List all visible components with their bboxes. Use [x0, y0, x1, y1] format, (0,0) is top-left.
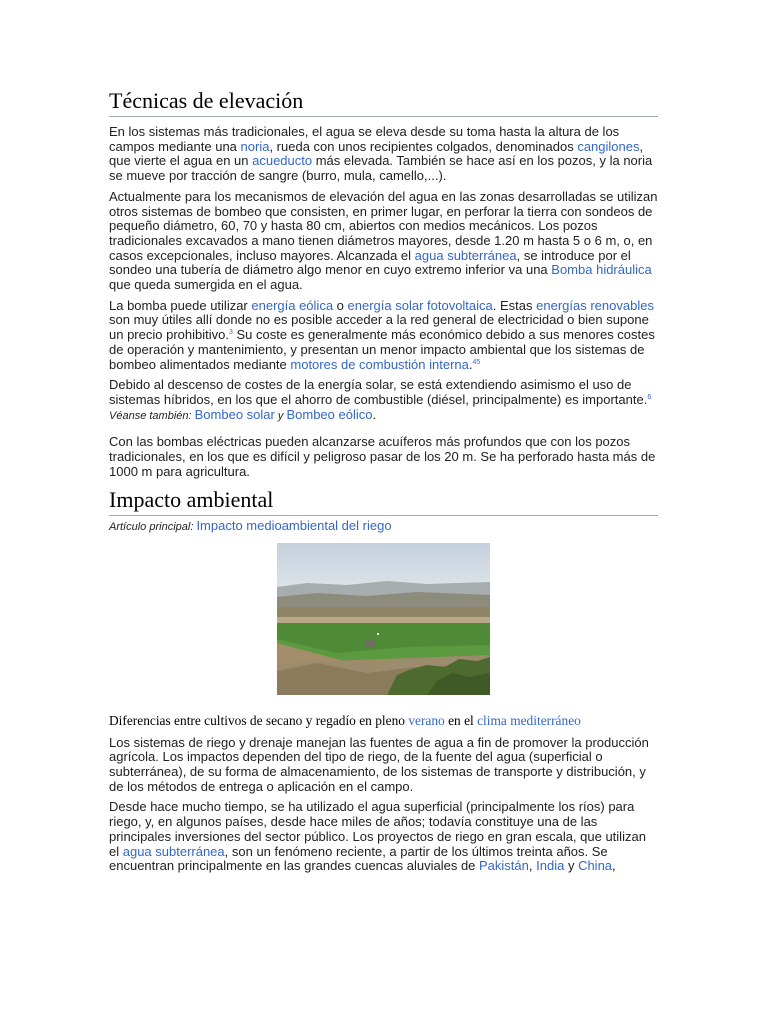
paragraph-text: o	[333, 297, 348, 313]
paragraph-text: Desde hace mucho tiempo, se ha utilizado el agua superficial (principalmente los ríos) para riego, y, en algunos países, desde hace miles de años; todavía constituye una de las principales inversiones del sector público. Los proyectos de riego en gran escala, que utilizan el	[109, 799, 646, 859]
paragraph-text: , se introduce por el sondeo una tubería de diámetro algo menor en cuyo extremo inferior va una	[109, 247, 631, 278]
link-pakistan[interactable]: Pakistán	[479, 858, 529, 874]
link-bomba-hidraulica[interactable]: Bomba hidráulica	[551, 262, 652, 278]
paragraph-text: En los sistemas más tradicionales, el agua se eleva desde su toma hasta la altura de los campos mediante una	[109, 124, 620, 154]
paragraph-text: que queda sumergida en el agua.	[109, 277, 303, 293]
paragraph	[109, 378, 658, 407]
paragraph-text: y	[564, 858, 579, 874]
paragraph-text: son muy útiles allí donde no es posible acceder a la red general de electricidad o bien supone un precio prohibitivo.	[109, 312, 649, 343]
landscape-photo-image	[277, 543, 490, 695]
link-agua-subterranea[interactable]: agua subterránea	[414, 247, 517, 263]
link-motores-combustion-interna[interactable]: motores de combustión interna	[290, 356, 469, 372]
paragraph	[109, 190, 658, 293]
link-noria[interactable]: noria	[240, 138, 270, 154]
paragraph: Con las bombas eléctricas pueden alcanzarse acuíferos más profundos que con los pozos tradicionales, en los que es difícil y peligroso pasar de los 20 m. Se ha perforado hasta más de 1000 m para agricultura.	[109, 434, 656, 479]
paragraph-text: ,	[612, 858, 616, 874]
article-content	[109, 0, 658, 874]
paragraph-text: . Estas	[492, 297, 537, 313]
main-article-note	[109, 519, 658, 535]
caption-text: en el	[444, 712, 478, 728]
paragraph-text: , son un fenómeno reciente, a partir de los últimos treinta años. Se encuentran principalmente en las grandes cuencas aluviales de	[109, 843, 608, 874]
main-article-label: Artículo principal:	[109, 521, 197, 534]
landscape-photo[interactable]	[277, 543, 490, 695]
paragraph-text: Debido al descenso de costes de la energía solar, se está extendiendo asimismo el uso de sistemas híbridos, en los que el ahorro de combustible (diésel, principalmente) es importante.	[109, 377, 648, 407]
link-energia-solar-fotovoltaica[interactable]: energía solar fotovoltaica	[347, 297, 493, 313]
link-energias-renovables[interactable]: energías renovables	[536, 297, 654, 313]
link-bombeo-eolico[interactable]: Bombeo eólico	[286, 406, 373, 422]
paragraph-text: .	[468, 356, 473, 372]
paragraph-text: La bomba puede utilizar	[109, 297, 252, 313]
section-heading-tecnicas: Técnicas de elevación	[109, 88, 658, 117]
reference-marker[interactable]: 3	[228, 329, 233, 337]
link-energia-eolica[interactable]: energía eólica	[251, 297, 334, 313]
paragraph-text: , rueda con unos recipientes colgados, denominados	[269, 138, 578, 154]
link-bombeo-solar[interactable]: Bombeo solar	[194, 406, 275, 422]
paragraph-text: ,	[528, 858, 537, 874]
link-cangilones[interactable]: cangilones	[577, 138, 640, 154]
link-india[interactable]: India	[536, 858, 565, 874]
link-acueducto[interactable]: acueducto	[252, 153, 313, 169]
section-heading-impacto: Impacto ambiental	[109, 487, 658, 516]
link-verano[interactable]: verano	[408, 712, 445, 728]
paragraph-text: más elevada. También se hace así en los pozos, y la noria se mueve por tracción de sangre (burro, mula, camello,...).	[109, 153, 653, 184]
paragraph: Los sistemas de riego y drenaje manejan las fuentes de agua a fin de promover la producción agrícola. Los impactos dependen del tipo de riego, de la fuente del agua (superficial o subterránea), de su forma de almacenamiento, de los sistemas de transporte y distribución, y de los métodos de entrega o aplicación en el campo.	[109, 734, 649, 794]
caption-text: Diferencias entre cultivos de secano y regadío en pleno	[109, 712, 409, 728]
paragraph	[109, 800, 658, 874]
paragraph	[109, 125, 658, 184]
link-agua-subterranea-2[interactable]: agua subterránea	[122, 843, 225, 859]
paragraph-text: Actualmente para los mecanismos de elevación del agua en las zonas desarrolladas se utilizan otros sistemas de bombeo que consisten, en primer lugar, en perforar la tierra con sondeos de pequeño diámetro, 60, 70 y hasta 80 cm, abiertos con medios mecánicos. Los pozos tradicionales excavados a mano tienen diámetros mayores, desde 1.20 m hasta 5 o 6 m, o, en casos excepcionales, incluso mayores. Alcanzada el	[109, 188, 658, 263]
link-clima-mediterraneo[interactable]: clima mediterráneo	[477, 712, 581, 728]
figure	[109, 543, 658, 728]
link-impacto-medioambiental-riego[interactable]: Impacto medioambiental del riego	[196, 518, 392, 534]
paragraph-text: , que vierte el agua en un	[109, 138, 644, 169]
see-also-end: .	[372, 406, 377, 422]
reference-marker[interactable]: 6	[647, 393, 652, 401]
paragraph-text: Su coste es generalmente más económico debido a sus menores costes de operación y mantenimiento, y presentan un menor impacto ambiental que los sistemas de bombeo alimentados mediante	[109, 327, 655, 372]
see-also-note	[109, 408, 658, 424]
reference-marker[interactable]: 45	[472, 358, 481, 366]
paragraph	[109, 299, 658, 373]
link-china[interactable]: China	[578, 858, 613, 874]
see-also-separator: y	[274, 409, 287, 422]
figure-caption	[109, 714, 658, 729]
see-also-label: Véanse también:	[109, 409, 195, 422]
